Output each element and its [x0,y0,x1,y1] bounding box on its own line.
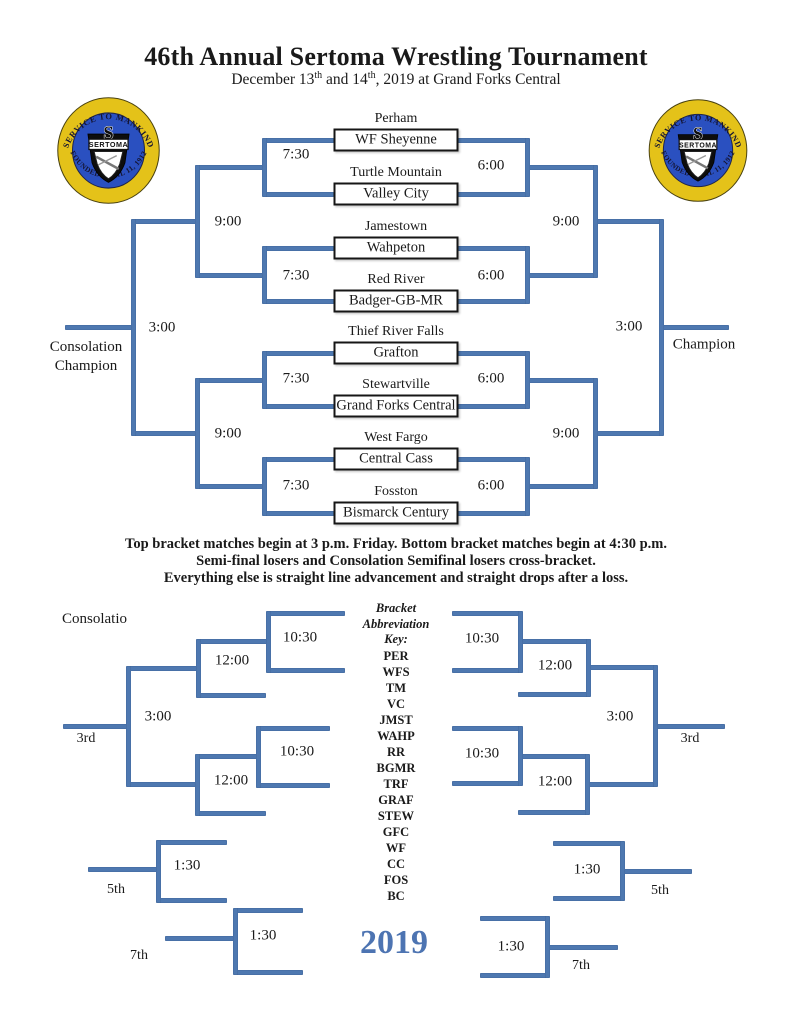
bracket-line [620,841,625,901]
bracket-line [262,351,267,409]
bracket-line [525,138,530,197]
key-entry: GRAF [378,792,414,807]
bracket-line [235,908,303,913]
bracket-line [527,165,595,170]
match-time: 1:30 [497,938,525,955]
bracket-line [165,936,235,941]
key-entry: STEW [377,808,415,823]
match-time: 12:00 [537,657,573,674]
champion-label: Champion [672,336,736,353]
bracket-line [655,724,725,729]
match-time: 12:00 [213,772,249,789]
bracket-line [457,192,527,197]
bracket-line [518,611,523,673]
seed-team-name: Stewartville [362,377,430,392]
bracket-line [264,457,334,462]
bracket-line [585,754,590,815]
key-title-line: Key: [384,632,408,646]
bracket-line [520,639,588,644]
seed-team-name: Perham [374,111,418,126]
team-name: Grafton [373,344,419,361]
match-time: 6:00 [477,267,505,284]
bracket-line [233,908,238,975]
key-entry: VC [386,696,406,711]
bracket-line [264,404,334,409]
bracket-line [197,378,264,383]
match-time: 3:00 [615,318,643,335]
bracket-line [158,898,227,903]
seed-team-name: Thief River Falls [348,324,444,339]
bracket-line [262,246,267,304]
match-time: 10:30 [464,745,500,762]
bracket-line [195,165,200,278]
bracket-line [262,138,267,197]
bracket-line [133,431,197,436]
bracket-line [128,666,198,671]
team-name: Badger-GB-MR [349,292,443,309]
match-time: 1:30 [249,927,277,944]
key-entry: TRF [383,776,409,791]
bracket-line [595,219,661,224]
bracket-line [256,726,261,788]
match-time: 12:00 [537,773,573,790]
notes-line1: Top bracket matches begin at 3 p.m. Friday. Bottom bracket matches begin at 4:30 p.m. [125,536,667,552]
third-place-label: 3rd [680,731,700,746]
bracket-line [156,840,161,903]
notes-line2: Semi-final losers and Consolation Semifinal losers cross-bracket. [196,553,596,569]
match-time: 6:00 [477,477,505,494]
match-time: 3:00 [606,708,634,725]
match-time: 3:00 [144,708,172,725]
bracket-line [258,783,330,788]
bracket-line [595,431,661,436]
key-entry: RR [386,744,406,759]
consolation-champion-label [50,338,123,376]
bracket-line [264,351,334,356]
team-name: Wahpeton [366,239,426,256]
bracket-line [128,782,197,787]
seed-team-name: Fosston [374,484,418,499]
bracket-line [593,378,598,489]
team-name: Bismarck Century [343,504,449,521]
bracket-line [195,754,200,816]
key-entry: FOS [383,872,409,887]
bracket-line [525,457,530,516]
bracket-line [198,639,268,644]
subtitle-date-suffix: , 2019 at Grand Forks Central [375,71,561,89]
bracket-line [452,726,520,731]
bracket-line [480,973,547,978]
bracket-line [525,246,530,304]
bracket-line [131,219,136,436]
bracket-line [197,811,266,816]
team-name: Central Cass [359,450,433,467]
consolation-champion-line1: Consolation [49,339,123,355]
consolation-section-label: Consolatio [62,611,128,627]
bracket-line [197,484,264,489]
bracket-line [593,165,598,278]
team-box [334,183,459,206]
bracket-line [264,192,334,197]
team-name: Valley City [363,185,429,202]
match-time: 9:00 [552,425,580,442]
fifth-place-label: 5th [651,883,669,898]
bracket-line [622,869,692,874]
team-box [334,237,459,260]
key-entry: TM [385,680,407,695]
match-time: 9:00 [214,425,242,442]
notes-line3: Everything else is straight line advancement and straight drops after a loss. [163,570,629,586]
bracket-line [268,668,345,673]
key-entry: WAHP [377,728,415,743]
consolation-champion-line2: Champion [54,358,118,374]
bracket-line [586,639,591,697]
fifth-place-label: 5th [107,882,125,897]
match-time: 6:00 [477,157,505,174]
bracket-line [198,693,266,698]
subtitle-date-prefix: December 13 [231,71,315,89]
seventh-place-label: 7th [130,948,148,963]
seed-team-name: Red River [367,272,425,287]
bracket-line [480,916,547,921]
bracket-line [264,299,334,304]
bracket-line [258,726,330,731]
bracket-line [264,138,334,143]
key-entry: JMST [379,712,413,727]
page-title: 46th Annual Sertoma Wrestling Tournament [144,42,648,71]
bracket-line [197,754,258,759]
bracket-line [63,724,128,729]
bracket-line [195,378,200,489]
bracket-line [457,351,527,356]
match-time: 6:00 [477,370,505,387]
match-time: 7:30 [282,146,310,163]
key-entry: GFC [382,824,410,839]
match-time: 9:00 [214,213,242,230]
bracket-line [527,484,595,489]
bracket-line [518,726,523,786]
bracket-line [197,273,264,278]
bracket-line [457,404,527,409]
match-time: 7:30 [282,477,310,494]
bracket-line [525,351,530,409]
bracket-line [659,219,664,436]
bracket-line [587,782,655,787]
bracket-line [553,896,622,901]
bracket-line [547,945,618,950]
team-name: WF Sheyenne [355,131,437,148]
key-entry: WFS [382,664,410,679]
bracket-line [126,666,131,787]
bracket-line [457,246,527,251]
sertoma-seal-right [648,99,748,202]
bracket-line [65,325,133,330]
team-box [334,129,459,152]
bracket-line [264,246,334,251]
seed-team-name: West Fargo [364,430,428,445]
match-time: 7:30 [282,267,310,284]
bracket-line [88,867,158,872]
bracket-line [262,457,267,516]
bracket-line [158,840,227,845]
third-place-label: 3rd [76,731,96,746]
match-time: 10:30 [282,629,318,646]
bracket-line [133,219,197,224]
bracket-line [196,639,201,698]
bracket-line [518,692,588,697]
key-entry: BC [387,888,405,903]
subtitle-superscript: th [314,70,323,81]
match-time: 1:30 [173,857,201,874]
team-box [334,342,459,365]
match-time: 12:00 [214,652,250,669]
bracket-line [661,325,729,330]
bracket-line [457,299,527,304]
schedule-notes [0,536,792,587]
key-title-line: Abbreviation [362,616,430,631]
bracket-line [527,273,595,278]
abbreviation-key [336,601,456,904]
seed-team-name: Jamestown [364,219,428,234]
match-time: 7:30 [282,370,310,387]
subtitle-superscript: th [367,70,376,81]
key-title-line: Bracket [375,601,417,615]
key-entry: CC [386,856,406,871]
bracket-line [653,665,658,787]
bracket-line [457,457,527,462]
bracket-line [457,511,527,516]
bracket-line [266,611,271,673]
bracket-line [235,970,303,975]
bracket-line [452,611,520,616]
bracket-line [588,665,655,670]
seventh-place-label: 7th [572,958,590,973]
team-box [334,502,459,525]
team-box [334,395,459,418]
bracket-line [545,916,550,978]
sertoma-seal-left [57,97,160,204]
bracket-line [452,781,520,786]
bracket-line [452,668,520,673]
match-time: 1:30 [573,861,601,878]
subtitle-date-mid: and 14 [322,71,368,89]
team-box [334,448,459,471]
match-time: 10:30 [279,743,315,760]
match-time: 3:00 [148,319,176,336]
bracket-line [553,841,622,846]
key-entry: PER [383,648,409,663]
seed-team-name: Turtle Mountain [350,165,442,180]
page-subtitle [0,70,792,89]
match-time: 9:00 [552,213,580,230]
bracket-line [527,378,595,383]
year-label: 2019 [360,924,428,961]
bracket-line [518,810,587,815]
match-time: 10:30 [464,630,500,647]
key-entry: WF [385,840,407,855]
bracket-line [520,754,587,759]
key-entry: BGMR [376,760,416,775]
bracket-line [268,611,345,616]
team-box [334,290,459,313]
team-name: Grand Forks Central [336,397,456,414]
bracket-line [264,511,334,516]
bracket-line [457,138,527,143]
bracket-line [197,165,264,170]
